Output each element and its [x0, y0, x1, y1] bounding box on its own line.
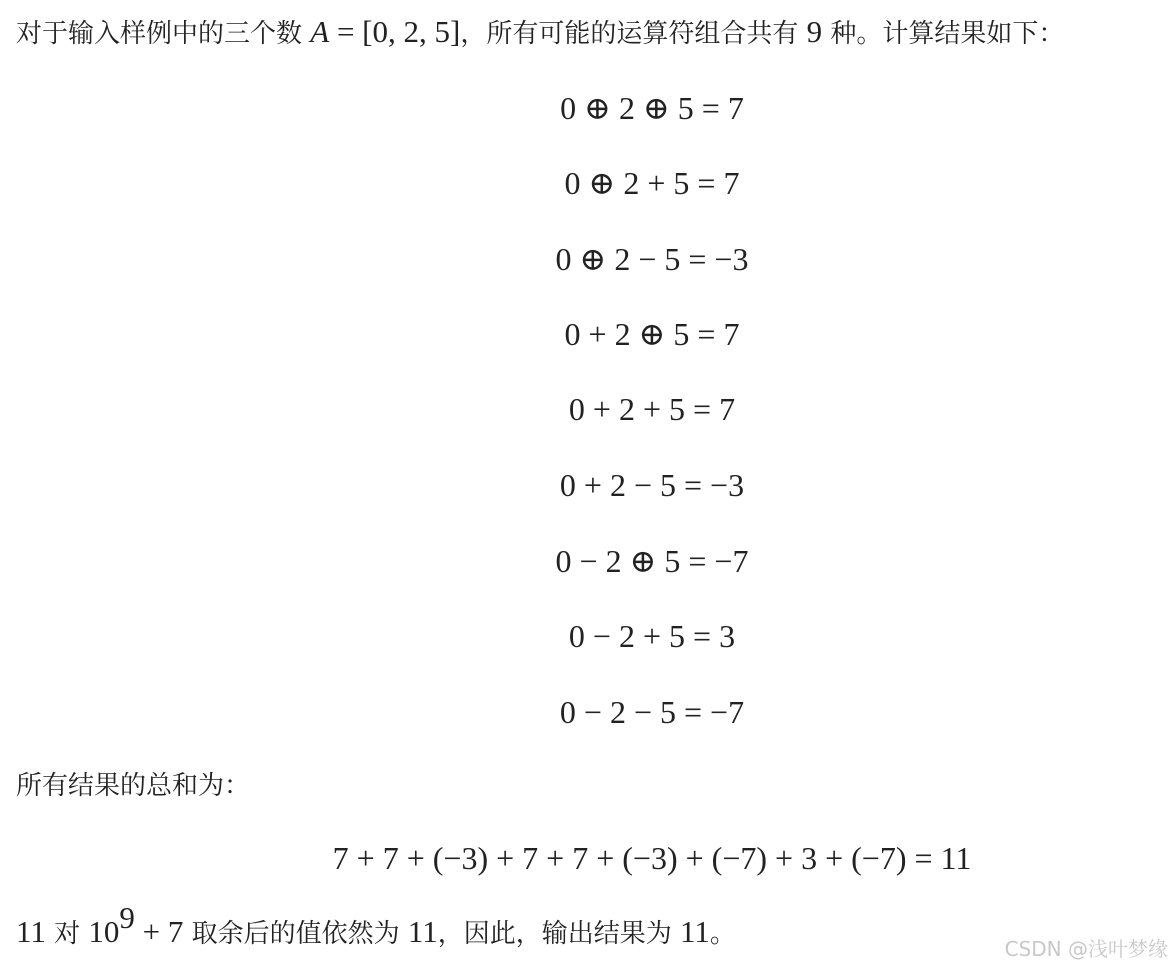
equation-line: 0 − 2 ⊕ 5 = −7 — [555, 543, 749, 579]
modulus-base: 10 — [88, 914, 120, 949]
equation-line: 0 − 2 + 5 = 3 — [568, 618, 736, 654]
intro-text-after: ，所有可能的运算符组合共有 — [460, 19, 807, 49]
equation-line: 0 ⊕ 2 + 5 = 7 — [564, 165, 740, 201]
result-value-3: 11 — [680, 914, 710, 949]
equation-line: 0 + 2 ⊕ 5 = 7 — [564, 316, 740, 352]
combination-count: 9 — [806, 14, 823, 49]
csdn-watermark: CSDN @浅叶梦缘 — [1004, 937, 1168, 961]
math-variable-a: A — [310, 14, 330, 49]
sum-equation: 7 + 7 + (−3) + 7 + 7 + (−3) + (−7) + 3 + (−7) = 11 — [332, 840, 972, 876]
equation-line: 0 − 2 − 5 = −7 — [559, 694, 745, 730]
conclusion-text-mid: ，因此，输出结果为 — [437, 919, 681, 949]
intro-paragraph — [16, 14, 1064, 52]
equation-line: 0 ⊕ 2 ⊕ 5 = 7 — [560, 90, 744, 126]
modulus-exponent: 9 — [119, 900, 135, 935]
conclusion-text-after: 取余后的值依然为 — [183, 919, 408, 949]
modulus-plus-seven: + 7 — [134, 914, 184, 949]
intro-text-end: 种。计算结果如下： — [822, 19, 1065, 49]
math-set-definition: = [0, 2, 5] — [329, 14, 461, 49]
intro-text-before: 对于输入样例中的三个数 — [16, 19, 311, 49]
equation-line: 0 ⊕ 2 − 5 = −3 — [555, 241, 749, 277]
result-value-2: 11 — [407, 914, 438, 949]
equation-line: 0 + 2 + 5 = 7 — [568, 391, 736, 427]
sum-heading: 所有结果的总和为： — [16, 771, 251, 801]
conclusion-text-mod: 对 — [45, 919, 89, 949]
equation-line: 0 + 2 − 5 = −3 — [559, 467, 745, 503]
conclusion-text-end: 。 — [709, 919, 736, 949]
conclusion-paragraph — [16, 900, 736, 952]
result-value: 11 — [16, 914, 46, 949]
